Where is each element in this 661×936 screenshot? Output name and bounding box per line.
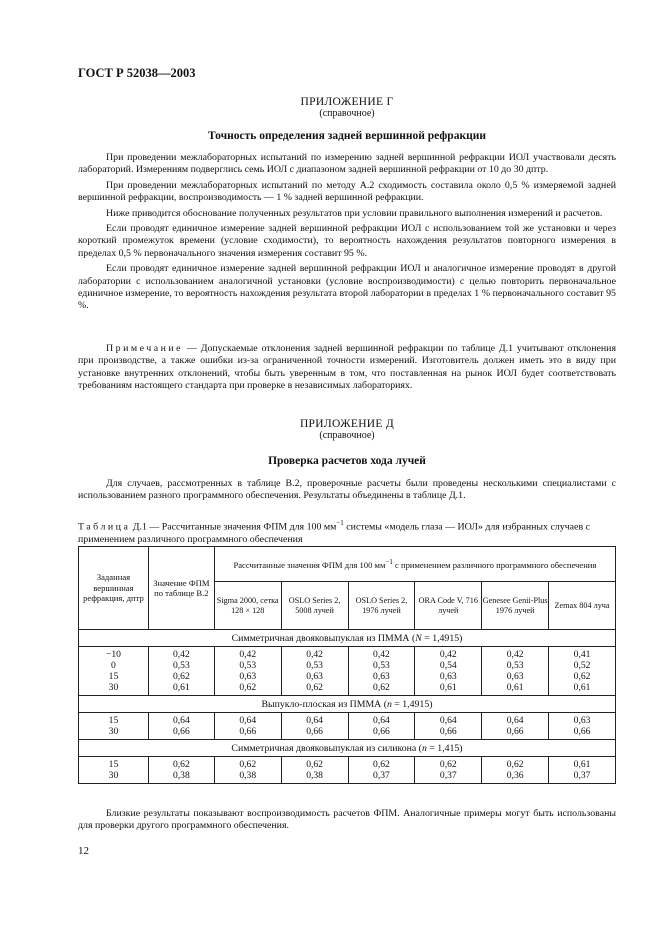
paragraph: При проведении межлабораторных испытаний по методу А.2 сходимость составила около 0,5 % измеряемой задней вершинной рефракции, воспроизводимость — 1 % задней вершинной рефракции.	[78, 179, 616, 204]
header-software: OSLO Series 2, 1976 лучей	[348, 582, 415, 630]
value-cell: 0,41 0,52 0,62 0,61	[549, 647, 616, 696]
header-software: Genesee Genii-Plus 1976 лучей	[482, 582, 549, 630]
value-cell: 0,64 0,66	[348, 713, 415, 740]
value-cell: 0,62 0,36	[482, 757, 549, 784]
page-number: 12	[78, 845, 89, 857]
group-label: Симметричная двояковыпуклая из силикона (n = 1,415)	[79, 740, 616, 757]
note-block	[78, 343, 616, 396]
appendix-d-subtitle: (справочное)	[319, 430, 375, 441]
value-cell: 0,42 0,53 0,63 0,62	[281, 647, 348, 696]
header-target-power: Заданная вершинная рефракция, дптр	[79, 547, 149, 630]
value-cell: 0,42 0,53 0,63 0,62	[348, 647, 415, 696]
table-row	[79, 757, 616, 784]
paragraph: Если проводят единичное измерение задней вершинной рефракции ИОЛ и аналогичное измерение проводят в другой лаборатории с использованием аналогичной установки (условие воспроизводимости) с целью повторить первоначальное единичное измерение, то вероятность нахождения результата второй лаборатории в пределах 1 % первоначального составит 95 %.	[78, 263, 616, 312]
value-cell: 0,64 0,66	[415, 713, 482, 740]
table-row	[79, 713, 616, 740]
ftm-table	[78, 546, 616, 784]
paragraph: Ниже приводится обоснование полученных результатов при условии правильного выполнения измерений и расчетов.	[106, 207, 603, 219]
note-text: — Допускаемые отклонения задней вершинной рефракции по таблице Д.1 учитывают отклонения при производстве, а также ошибки из-за ограниченной точности измерений. Изготовитель должен иметь это в виду при установке внутренних отклонений, чтобы быть уверенным в том, что поставленная на рынок ИОЛ будет соответствовать требованиям настоящего стандарта при проверке в независимых лабораториях.	[78, 343, 616, 392]
table-caption: Таблица Д.1 — Рассчитанные значения ФПМ для 100 $мм^{-1}$ системы «модель глаза — ИОЛ» для избранных случаев с применением различного программного обеспечения	[78, 519, 590, 545]
appendix-g-subtitle: (справочное)	[319, 108, 375, 119]
appendix-d-body	[78, 478, 616, 506]
value-cell: 0,62 0,38	[148, 757, 214, 784]
paragraph: Если проводят единичное измерение задней вершинной рефракции ИОЛ с использованием той же установки и через короткий промежуток времени (условие сходимости), то вероятность нахождения результатов повторного измерения в пределах 0,5 % первоначального значения измерения составит 95 %.	[78, 223, 616, 259]
value-cell: 0,61 0,37	[549, 757, 616, 784]
header-table-b2-value: Значение ФПМ по таблице В.2	[148, 547, 214, 630]
value-cell: 0,64 0,66	[482, 713, 549, 740]
value-cell: 0,42 0,54 0,63 0,61	[415, 647, 482, 696]
appendix-g-section-title: Точность определения задней вершинной рефракции	[208, 130, 486, 142]
note-label: Примечание	[106, 343, 184, 354]
header-software: OSLO Series 2, 5008 лучей	[281, 582, 348, 630]
group-label: Симметричная двояковыпуклая из ПММА (N = 1,4915)	[79, 630, 616, 647]
closing-paragraph: Близкие результаты показывают воспроизводимость расчетов ФПМ. Аналогичные примеры могут быть использованы для проверки другого программного обеспечения.	[78, 808, 616, 832]
table-row	[79, 647, 616, 696]
value-cell: 0,64 0,66	[148, 713, 214, 740]
header-calculated-values: Рассчитанные значения ФПМ для 100 $мм^{-1}$ с применением различного программного обеспечения	[214, 547, 615, 582]
value-cell: 0,62 0,37	[415, 757, 482, 784]
value-cell: 0,62 0,38	[281, 757, 348, 784]
value-cell: 0,62 0,37	[348, 757, 415, 784]
value-cell: 0,42 0,53 0,63 0,62	[214, 647, 281, 696]
power-cell: −10 0 15 30	[79, 647, 149, 696]
value-cell: 0,62 0,38	[214, 757, 281, 784]
appendix-d-section-title: Проверка расчетов хода лучей	[268, 455, 426, 467]
value-cell: 0,63 0,66	[549, 713, 616, 740]
value-cell: 0,64 0,66	[281, 713, 348, 740]
header-software: ORA Code V, 716 лучей	[415, 582, 482, 630]
value-cell: 0,64 0,66	[214, 713, 281, 740]
power-cell: 15 30	[79, 713, 149, 740]
group-label: Выпукло-плоская из ПММА (n = 1,4915)	[79, 696, 616, 713]
table-caption-label: Таблица	[78, 521, 131, 533]
value-cell: 0,42 0,53 0,63 0,61	[482, 647, 549, 696]
paragraph: Для случаев, рассмотренных в таблице В.2, проверочные расчеты были проведены несколькими специалистами с использованием разного программного обеспечения. Результаты объединены в таблице Д.1.	[78, 478, 616, 502]
power-cell: 15 30	[79, 757, 149, 784]
appendix-g-title: ПРИЛОЖЕНИЕ Г	[300, 96, 394, 108]
paragraph: При проведении межлабораторных испытаний по измерению задней вершинной рефракции ИОЛ участвовали десять лабораторий. Измерениям подверглись семь ИОЛ с диапазоном задней вершинной рефракции от 10 до 30 дптр.	[78, 152, 616, 176]
appendix-g-body	[78, 152, 616, 316]
header-software: Zemax 804 луча	[549, 582, 616, 630]
header-software: Sigma 2000, сетка 128 × 128	[214, 582, 281, 630]
appendix-d-title: ПРИЛОЖЕНИЕ Д	[299, 418, 395, 430]
standard-header: ГОСТ Р 52038—2003	[78, 66, 196, 80]
value-cell: 0,42 0,53 0,62 0,61	[148, 647, 214, 696]
